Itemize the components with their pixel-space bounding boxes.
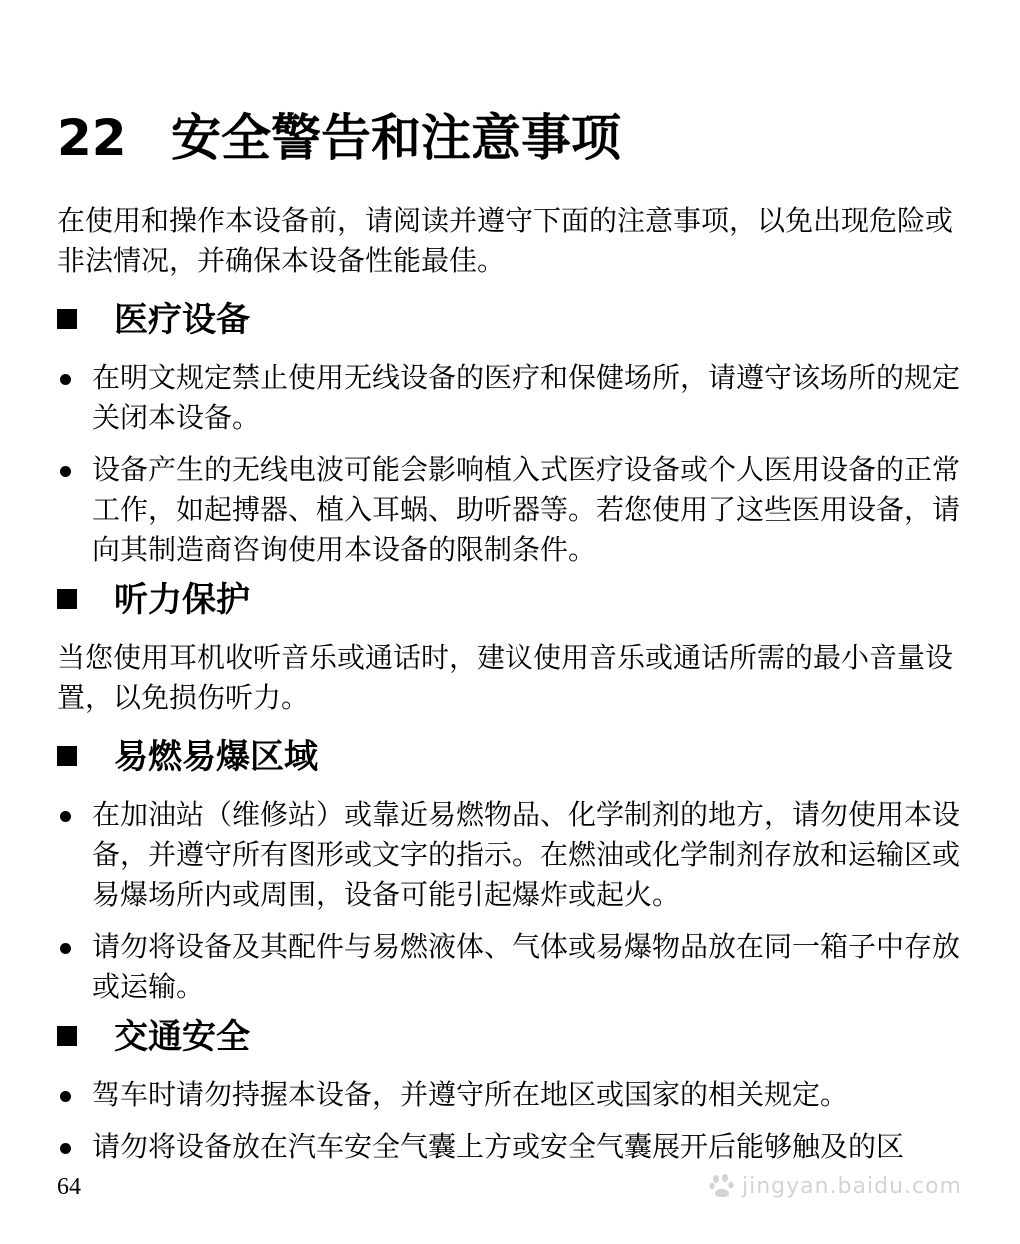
list-item	[57, 1075, 962, 1115]
square-bullet-icon	[57, 1026, 77, 1046]
list-item-text: 驾车时请勿持握本设备，并遵守所在地区或国家的相关规定。	[92, 1078, 849, 1111]
section-heading-text: 易燃易爆区域	[114, 737, 318, 777]
bullet-dot-icon	[60, 1091, 71, 1102]
square-bullet-icon	[57, 746, 77, 766]
chapter-number: 22	[57, 109, 127, 167]
square-bullet-icon	[57, 309, 77, 329]
list-item-text: 在加油站（维修站）或靠近易燃物品、化学制剂的地方，请勿使用本设备，并遵守所有图形或文字的指示。在燃油或化学制剂存放和运输区或易爆场所内或周围，设备可能引起爆炸或起火。	[92, 798, 961, 911]
traffic-bullet-list	[57, 1075, 962, 1179]
flammable-bullet-list	[57, 795, 962, 1019]
section-heading-text: 医疗设备	[114, 300, 250, 340]
section-heading-traffic	[57, 1015, 250, 1059]
watermark-text: jingyan.baidu.com	[741, 1173, 962, 1199]
medical-bullet-list	[57, 358, 962, 582]
list-item-text: 请勿将设备及其配件与易燃液体、气体或易爆物品放在同一箱子中存放或运输。	[92, 930, 961, 1003]
section-heading-hearing	[57, 578, 250, 622]
bullet-dot-icon	[60, 1143, 71, 1154]
intro-paragraph: 在使用和操作本设备前，请阅读并遵守下面的注意事项，以免出现危险或非法情况，并确保本设备性能最佳。	[57, 204, 954, 277]
list-item-text: 设备产生的无线电波可能会影响植入式医疗设备或个人医用设备的正常工作，如起搏器、植入耳蜗、助听器等。若您使用了这些医用设备，请向其制造商咨询使用本设备的限制条件。	[92, 453, 961, 566]
square-bullet-icon	[57, 589, 77, 609]
hearing-paragraph: 当您使用耳机收听音乐或通话时，建议使用音乐或通话所需的最小音量设置，以免损伤听力。	[57, 641, 954, 714]
page-number: 64	[57, 1174, 81, 1200]
list-item	[57, 1127, 962, 1167]
section-heading-medical	[57, 298, 250, 342]
chapter-title-text: 安全警告和注意事项	[171, 109, 621, 167]
list-item-text: 请勿将设备放在汽车安全气囊上方或安全气囊展开后能够触及的区	[92, 1130, 905, 1163]
bullet-dot-icon	[60, 374, 71, 385]
section-heading-text: 听力保护	[114, 580, 250, 620]
bullet-dot-icon	[60, 943, 71, 954]
list-item	[57, 450, 962, 570]
baidu-paw-icon	[708, 1172, 736, 1200]
list-item	[57, 358, 962, 438]
list-item	[57, 927, 962, 1007]
bullet-dot-icon	[60, 811, 71, 822]
bullet-dot-icon	[60, 466, 71, 477]
list-item-text: 在明文规定禁止使用无线设备的医疗和保健场所，请遵守该场所的规定关闭本设备。	[92, 361, 961, 434]
list-item	[57, 795, 962, 915]
section-heading-flammable	[57, 735, 318, 779]
chapter-title	[57, 108, 621, 168]
watermark	[708, 1168, 962, 1204]
section-heading-text: 交通安全	[114, 1017, 250, 1057]
